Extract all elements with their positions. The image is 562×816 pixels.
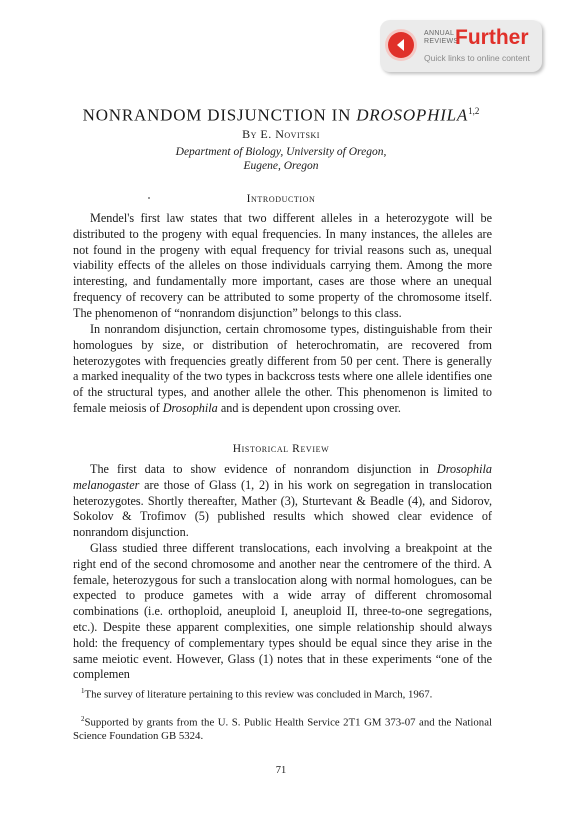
section-heading-introduction: Introduction [246,193,316,205]
section-heading-historical-review: Historical Review [232,443,330,455]
paragraph-3-italic: Drosophila melanogaster [73,462,492,492]
footnote-1-text: The survey of literature pertaining to this review was concluded in March, 1967. [84,688,433,701]
paragraph-2-text-a: In nonrandom disjunction, certain chromosome types, distinguishable from their homologues by size, or distribution of heterochromatin, are recovered from heterozygotes with frequencies greatly different from 50 per cent. There is generally a marked inequality of the two types in backcross tests where one allele identifies one of the structural types, and another allele the other. This phenomenon is limited to female meiosis of [73,322,492,415]
footnote-2-text: Supported by grants from the U. S. Public Health Service 2T1 GM 373-07 and the National Science Foundation GB 5324. [73,716,492,743]
paragraph-3-text-a: The first data to show evidence of nonrandom disjunction in [90,462,437,476]
paragraph-3 [73,462,492,541]
footnote-2 [73,713,492,744]
title-italic: DROSOPHILA [356,105,469,125]
affiliation-line-1: Department of Biology, University of Oregon, [175,146,387,158]
banner-annual: ANNUAL [424,30,455,37]
title-main: NONRANDOM DISJUNCTION IN [82,105,357,125]
affiliation [0,145,562,173]
paragraph-1: Mendel's first law states that two different alleles in a heterozygote will be distributed to the progeny with equal frequencies. In many instances, the alleles are not found in the progeny with equal frequency for trivial reasons such as, unequal viability effects of the alleles on those individuals carrying them. Among the more interesting, and fundamentally more important, cases are those where an unequal frequency of recovery can be attributed to some property of the chromosome itself. The phenomenon of “nonrandom disjunction” belongs to this class. [73,211,492,320]
paragraph-2 [73,322,492,417]
footnote-2-mark: 2 [81,715,85,723]
title-footnote-marks: 1,2 [468,106,480,116]
paragraph-2-text-b: and is dependent upon crossing over. [217,400,401,415]
paragraph-4: Glass studied three different translocations, each involving a breakpoint at the right end of the second chromosome and another near the centromere of the third. A female, heterozygous for such a translocation along with normal homologues, can be expected to produce gametes with a wide array of different chromosomal combinations (i.e. orthoploid, aneuploid I, aneuploid II, three-to-one segregations, etc.). Despite these apparent complexities, one simple relationship should always hold: the frequency of complementary types should be equal since they arise in the same meiotic event. However, Glass (1) notes that in these experiments “one of the complemen [73,541,492,682]
banner-tagline: Quick links to online content [424,53,530,63]
article-title [0,101,562,126]
affiliation-line-2: Eugene, Oregon [243,160,319,172]
paragraph-2-italic: Drosophila [162,400,218,415]
page-number: 71 [275,765,287,776]
footnote-1-mark: 1 [81,687,85,695]
footnote-1 [73,685,492,702]
annual-reviews-further-link[interactable] [380,20,542,72]
banner-reviews: REVIEWS [424,38,459,45]
author-byline: By E. Novitski [242,127,320,141]
banner-further: Further [455,26,529,49]
play-arrow-icon [388,32,414,58]
paragraph-3-text-b: are those of Glass (1, 2) in his work on segregation in translocation heterozygotes. Shortly thereafter, Mather (3), Sturtevant & Beadle (4), and Sidorov, Sokolov & Trofimov (5) published results which showed clear evidence of nonrandom disjunction. [73,477,492,540]
